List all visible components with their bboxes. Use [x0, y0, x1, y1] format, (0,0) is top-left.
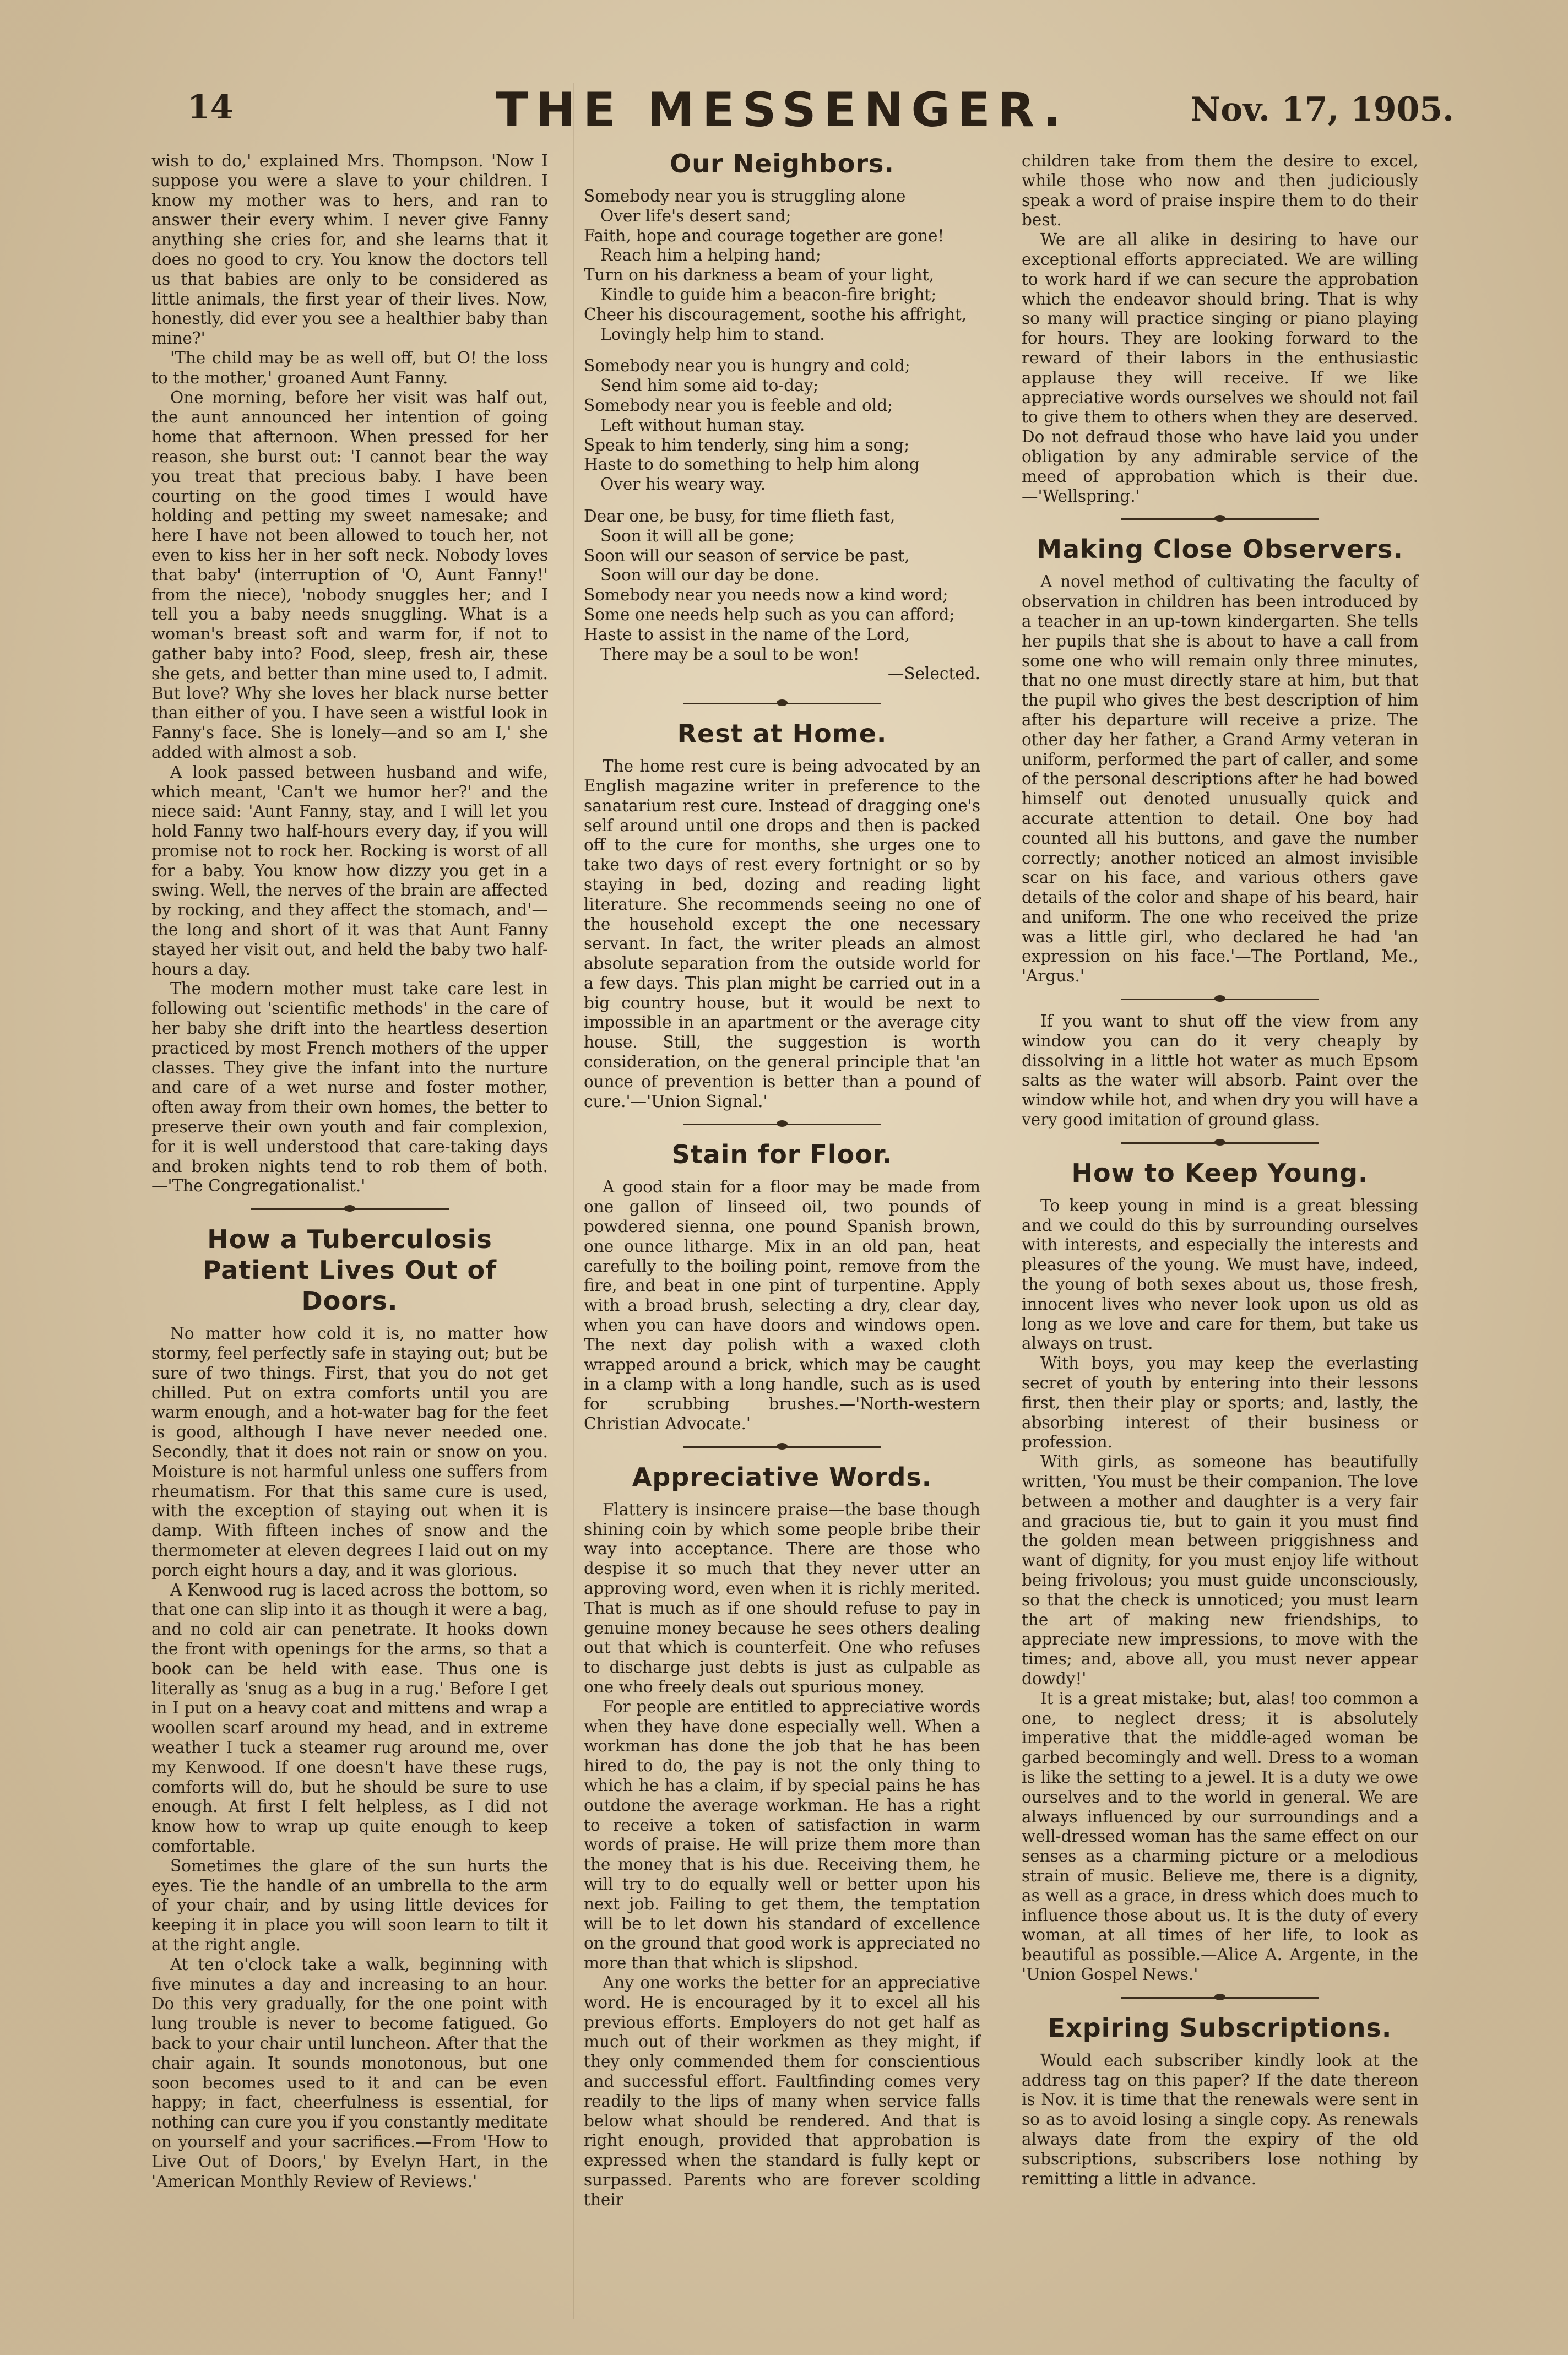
paragraph: No matter how cold it is, no matter how stormy, feel perfectly safe in staying out; but be sure of two things. First, that you do not get chilled. Put on extra comforts until you are warm enough, and a hot-water bag for the feet is good, although I have never needed one. Secondly, that it does not rain or snow on you. Moisture is not harmful unless one suffers from rheumatism. For that this same cure is used, with the exception of staying out when it is damp. With fifteen inches of snow and the thermometer at eleven degrees I laid out on my porch eight hours a day, and it was glorious.	[151, 1324, 548, 1580]
paragraph: With girls, as someone has beautifully written, 'You must be their companion. The love between a mother and daughter is a very fair and gracious tie, but to gain it you must find the golden mean between priggishness and want of dignity, for you must enjoy life without being frivolous; you must guide unconsciously, so that the check is unnoticed; you must learn the art of making new friendships, to appreciate new impressions, to move with the times; and, above all, you must never appear dowdy!'	[1022, 1452, 1418, 1688]
paragraph: A Kenwood rug is laced across the bottom, so that one can slip into it as though it were a bag, and no cold air can penetrate. It hooks down the front with openings for the arms, so that a book can be held with ease. Thus one is literally as 'snug as a bug in a rug.' Before I get in I put on a heavy coat and mittens and wrap a woollen scarf around my head, and in extreme weather I tuck a steamer rug around me, over my Kenwood. If one doesn't have these rugs, comforts will do, but he should be sure to use enough. At first I felt helpless, as I did not know how to wrap up quite enough to keep comfortable.	[151, 1580, 548, 1855]
poem-line: Reach him a helping hand;	[600, 246, 821, 265]
section-divider	[683, 696, 881, 710]
poem-line: Somebody near you is struggling alone	[584, 187, 906, 205]
poem-line: Haste to assist in the name of the Lord,	[584, 625, 910, 644]
poem-line: Cheer his discouragement, soothe his affright,	[584, 305, 967, 324]
page-number: 14	[187, 88, 234, 127]
section-divider	[1121, 1990, 1319, 2005]
poem-line: Haste to do something to help him along	[584, 455, 920, 474]
poem-line: Over his weary way.	[600, 475, 766, 494]
section-divider	[1121, 992, 1319, 1006]
paragraph: 'The child may be as well off, but O! the loss to the mother,' groaned Aunt Fanny.	[151, 348, 548, 387]
poem-line: Soon will our season of service be past,	[584, 546, 910, 565]
poem-stanza	[584, 356, 980, 495]
column-3	[1022, 151, 1418, 2189]
section-divider	[683, 1440, 881, 1454]
poem-signature: —Selected.	[887, 664, 980, 683]
paragraph: For people are entitled to appreciative words when they have done especially well. When a workman has done the job that he has been hired to do, the pay is not the only thing to which he has a claim, if by special pains he has outdone the average workman. He has a right to receive a token of satisfaction in warm words of praise. He will prize them more than the money that is his due. Receiving them, he will try to do equally well or better upon his next job. Failing to get them, the temptation will be to let down his standard of excellence on the ground that good work is appreciated no more than that which is slipshod.	[584, 1697, 980, 1973]
article-heading: Rest at Home.	[677, 719, 887, 749]
poem-line: Speak to him tenderly, sing him a song;	[584, 435, 910, 454]
section-divider	[251, 1202, 449, 1216]
column-2	[584, 151, 980, 2210]
paragraph: Sometimes the glare of the sun hurts the eyes. Tie the handle of an umbrella to the arm of your chair, and by using little devices for keeping it in place you will soon learn to tilt it at the right angle.	[151, 1856, 548, 1954]
section-divider	[1121, 512, 1319, 526]
poem-line: Some one needs help such as you can afford;	[584, 605, 955, 624]
section-divider	[1121, 1136, 1319, 1150]
paragraph: Flattery is insincere praise—the base though shining coin by which some people bribe their way into acceptance. There are those who despise it so much that they never utter an approving word, even when it is richly merited. That is much as if one should refuse to pay in genuine money because he sees others dealing out that which is counterfeit. One who refuses to discharge just debts is just as culpable as one who freely deals out spurious money.	[584, 1500, 980, 1696]
poem-stanza	[584, 507, 980, 684]
poem-line: Soon will our day be done.	[600, 566, 820, 585]
article-heading: How a Tuberculosis Patient Lives Out of Doors.	[202, 1224, 497, 1316]
poem-line: Somebody near you is hungry and cold;	[584, 356, 910, 376]
article-heading: Making Close Observers.	[1037, 534, 1403, 565]
poem-line: Dear one, be busy, for time flieth fast,	[584, 506, 896, 525]
fold-shadow	[573, 83, 574, 2319]
poem	[584, 187, 980, 684]
paragraph: A look passed between husband and wife, which meant, 'Can't we humor her?' and the niece said: 'Aunt Fanny, stay, and I will let you hold Fanny two half-hours every day, if you will promise not to rock her. Rocking is worst of all for a baby. You know how dizzy you get in a swing. Well, the nerves of the brain are affected by rocking, and they affect the stomach, and'—the long and short of it was that Aunt Fanny stayed her visit out, and held the baby two half-hours a day.	[151, 762, 548, 979]
poem-line: Over life's desert sand;	[600, 206, 791, 225]
article-heading: Stain for Floor.	[671, 1139, 893, 1170]
poem-stanza	[584, 187, 980, 344]
publication-title: THE MESSENGER.	[496, 83, 1069, 138]
paragraph: Any one works the better for an appreciative word. He is encouraged by it to excel all his previous efforts. Employers do not get half as much out of their workmen as they might, if they only commended them for conscientious and successful effort. Faultfinding comes very readily to the lips of many when service falls below what should be rendered. And that is right enough, provided that approbation is expressed when the standard is fully kept or surpassed. Parents who are forever scolding their	[584, 1973, 980, 2209]
poem-line: Soon it will all be gone;	[600, 526, 795, 545]
paragraph: The modern mother must take care lest in following out 'scientific methods' in the care of her baby she drift into the heartless desertion practiced by most French mothers of the upper classes. They give the infant into the nurture and care of a wet nurse and foster mother, often away from their own homes, the better to preserve their own youth and fair complexion, for it is well understood that care-taking days and broken nights tend to rob them of both.—'The Congregationalist.'	[151, 979, 548, 1196]
poem-line: There may be a soul to be won!	[600, 644, 860, 664]
article-heading: Expiring Subscriptions.	[1048, 2012, 1392, 2043]
section-divider	[683, 1117, 881, 1131]
poem-line: Kindle to guide him a beacon-fire bright;	[600, 285, 937, 304]
paragraph: A novel method of cultivating the faculty of observation in children has been introduced by a teacher in an up-town kindergarten. She tells her pupils that she is about to have a call from some one who will remain only three minutes, that no one must directly stare at him, but that the pupil who gives the best description of him after his departure will receive a prize. The other day her father, a Grand Army veteran in uniform, performed the part of caller, and some of the personal descriptions after he had bowed himself out denoted unusually quick and accurate attention to detail. One boy had counted all his buttons, and gave the number correctly; another noticed an almost invisible scar on his face, and various others gave details of the color and shape of his beard, hair and uniform. The one who received the prize was a little girl, who declared he had 'an expression on his face.'—The Portland, Me., 'Argus.'	[1022, 572, 1418, 986]
poem-line: Somebody near you needs now a kind word;	[584, 585, 948, 605]
poem-line: Left without human stay.	[600, 415, 805, 435]
masthead	[187, 83, 1454, 143]
paragraph: It is a great mistake; but, alas! too common a one, to neglect dress; it is absolutely imperative that the middle-aged woman be garbed becomingly and well. Dress to a woman is like the setting to a jewel. It is a duty we owe ourselves and to the world in general. We are always influenced by our surroundings and a well-dressed woman has the same effect on our senses as a charming picture or a melodious strain of music. Believe me, there is a dignity, as well as a grace, in dress which does much to influence those about us. It is the duty of every woman, at all times of her life, to look as beautiful as possible.—Alice A. Argente, in the 'Union Gospel News.'	[1022, 1689, 1418, 1984]
article-heading: Appreciative Words.	[632, 1462, 932, 1492]
article-heading: Our Neighbors.	[670, 149, 894, 178]
paragraph: To keep young in mind is a great blessing and we could do this by surrounding ourselves with interests, and especially the interests and pleasures of the young. We must have, indeed, the young of both sexes about us, those fresh, innocent lives who never look upon us old as long as we love and care for them, but take us always on trust.	[1022, 1196, 1418, 1353]
poem-line: Send him some aid to-day;	[600, 376, 819, 395]
paragraph: One morning, before her visit was half out, the aunt announced her intention of going home that afternoon. When pressed for her reason, she burst out: 'I cannot bear the way you treat that precious baby. I have been courting on the good times I would have holding and petting my sweet namesake; and here I have not been allowed to touch her, not even to kiss her in her soft neck. Nobody loves that baby' (interruption of 'O, Aunt Fanny!' from the niece), 'nobody snuggles her; and I tell you a baby needs snuggling. What is a woman's breast soft and warm for, if not to gather baby into? Food, sleep, fresh air, these she gets, and better than mine used to, I admit. But love? Why she loves her black nurse better than either of you. I have seen a wistful look in Fanny's face. She is lonely—and so am I,' she added with almost a sob.	[151, 388, 548, 762]
paragraph: Would each subscriber kindly look at the address tag on this paper? If the date thereon is Nov. it is time that the renewals were sent in so as to avoid losing a single copy. As renewals always date from the expiry of the old subscriptions, subscribers lose nothing by remitting a little in advance.	[1022, 2050, 1418, 2188]
column-1	[151, 151, 548, 2191]
poem-line: Faith, hope and courage together are gone!	[584, 226, 945, 245]
paragraph: children take from them the desire to excel, while those who now and then judiciously speak a word of praise inspire them to do their best.	[1022, 151, 1418, 230]
paragraph: With boys, you may keep the everlasting secret of youth by entering into their lessons first, then their play or sports; and, lastly, the absorbing interest of their business or profession.	[1022, 1354, 1418, 1452]
paragraph: A good stain for a floor may be made from one gallon of linseed oil, two pounds of powdered sienna, one pound Spanish brown, one ounce litharge. Mix in an old pan, heat carefully to the boiling point, remove from the fire, and beat in one pint of turpentine. Apply with a broad brush, selecting a dry, clear day, when you can have doors and windows open. The next day polish with a waxed cloth wrapped around a brick, which may be caught in a clamp with a long handle, such as is used for scrubbing brushes.—'North-western Christian Advocate.'	[584, 1178, 980, 1434]
issue-date: Nov. 17, 1905.	[1190, 90, 1454, 129]
paragraph: We are all alike in desiring to have our exceptional efforts appreciated. We are willing to work hard if we can secure the approbation which the endeavor should bring. That is why so many will practice singing or piano playing for hours. They are looking forward to the reward of their labors in the enthusiastic applause they will receive. If we like appreciative words ourselves we should not fail to give them to others when they are deserved. Do not defraud those who have laid you under obligation by any admirable service of the meed of approbation which is their due.—'Wellspring.'	[1022, 230, 1418, 506]
article-heading: How to Keep Young.	[1071, 1158, 1369, 1188]
poem-line: Lovingly help him to stand.	[600, 324, 825, 344]
paragraph: At ten o'clock take a walk, beginning with five minutes a day and increasing to an hour. Do this very gradually, for the one point with lung trouble is never to become fatigued. Go back to your chair until luncheon. After that the chair again. It sounds monotonous, but one soon becomes used to it and can be even happy; in fact, cheerfulness is essential, for nothing can cure you if you constantly meditate on yourself and your sacrifices.—From 'How to Live Out of Doors,' by Evelyn Hart, in the 'American Monthly Review of Reviews.'	[151, 1955, 548, 2191]
paragraph: If you want to shut off the view from any window you can do it very cheaply by dissolving in a little hot water as much Epsom salts as the water will absorb. Paint over the window while hot, and when dry you will have a very good imitation of ground glass.	[1022, 1012, 1418, 1130]
poem-line: Somebody near you is feeble and old;	[584, 395, 893, 415]
paragraph: wish to do,' explained Mrs. Thompson. 'Now I suppose you were a slave to your children. I know my mother was to hers, and ran to answer their every whim. I never give Fanny anything she cries for, and she learns that it does no good to cry. You know the doctors tell us that babies are only to be considered as little animals, the first year of their lives. Now, honestly, did ever you see a healthier baby than mine?'	[151, 151, 548, 348]
paragraph: The home rest cure is being advocated by an English magazine writer in preference to the sanatarium rest cure. Instead of dragging one's self around until one drops and then is packed off to the cure for months, she urges one to take two days of rest every fortnight or so by staying in bed, dozing and reading light literature. She recommends seeing no one of the household except the one necessary servant. In fact, the writer pleads an almost absolute separation from the outside world for a few days. This plan might be carried out in a big country house, but it would be next to impossible in an apartment or the average city house. Still, the suggestion is worth consideration, on the general principle that 'an ounce of prevention is better than a pound of cure.'—'Union Signal.'	[584, 757, 980, 1111]
poem-line: Turn on his darkness a beam of your light,	[584, 265, 934, 285]
